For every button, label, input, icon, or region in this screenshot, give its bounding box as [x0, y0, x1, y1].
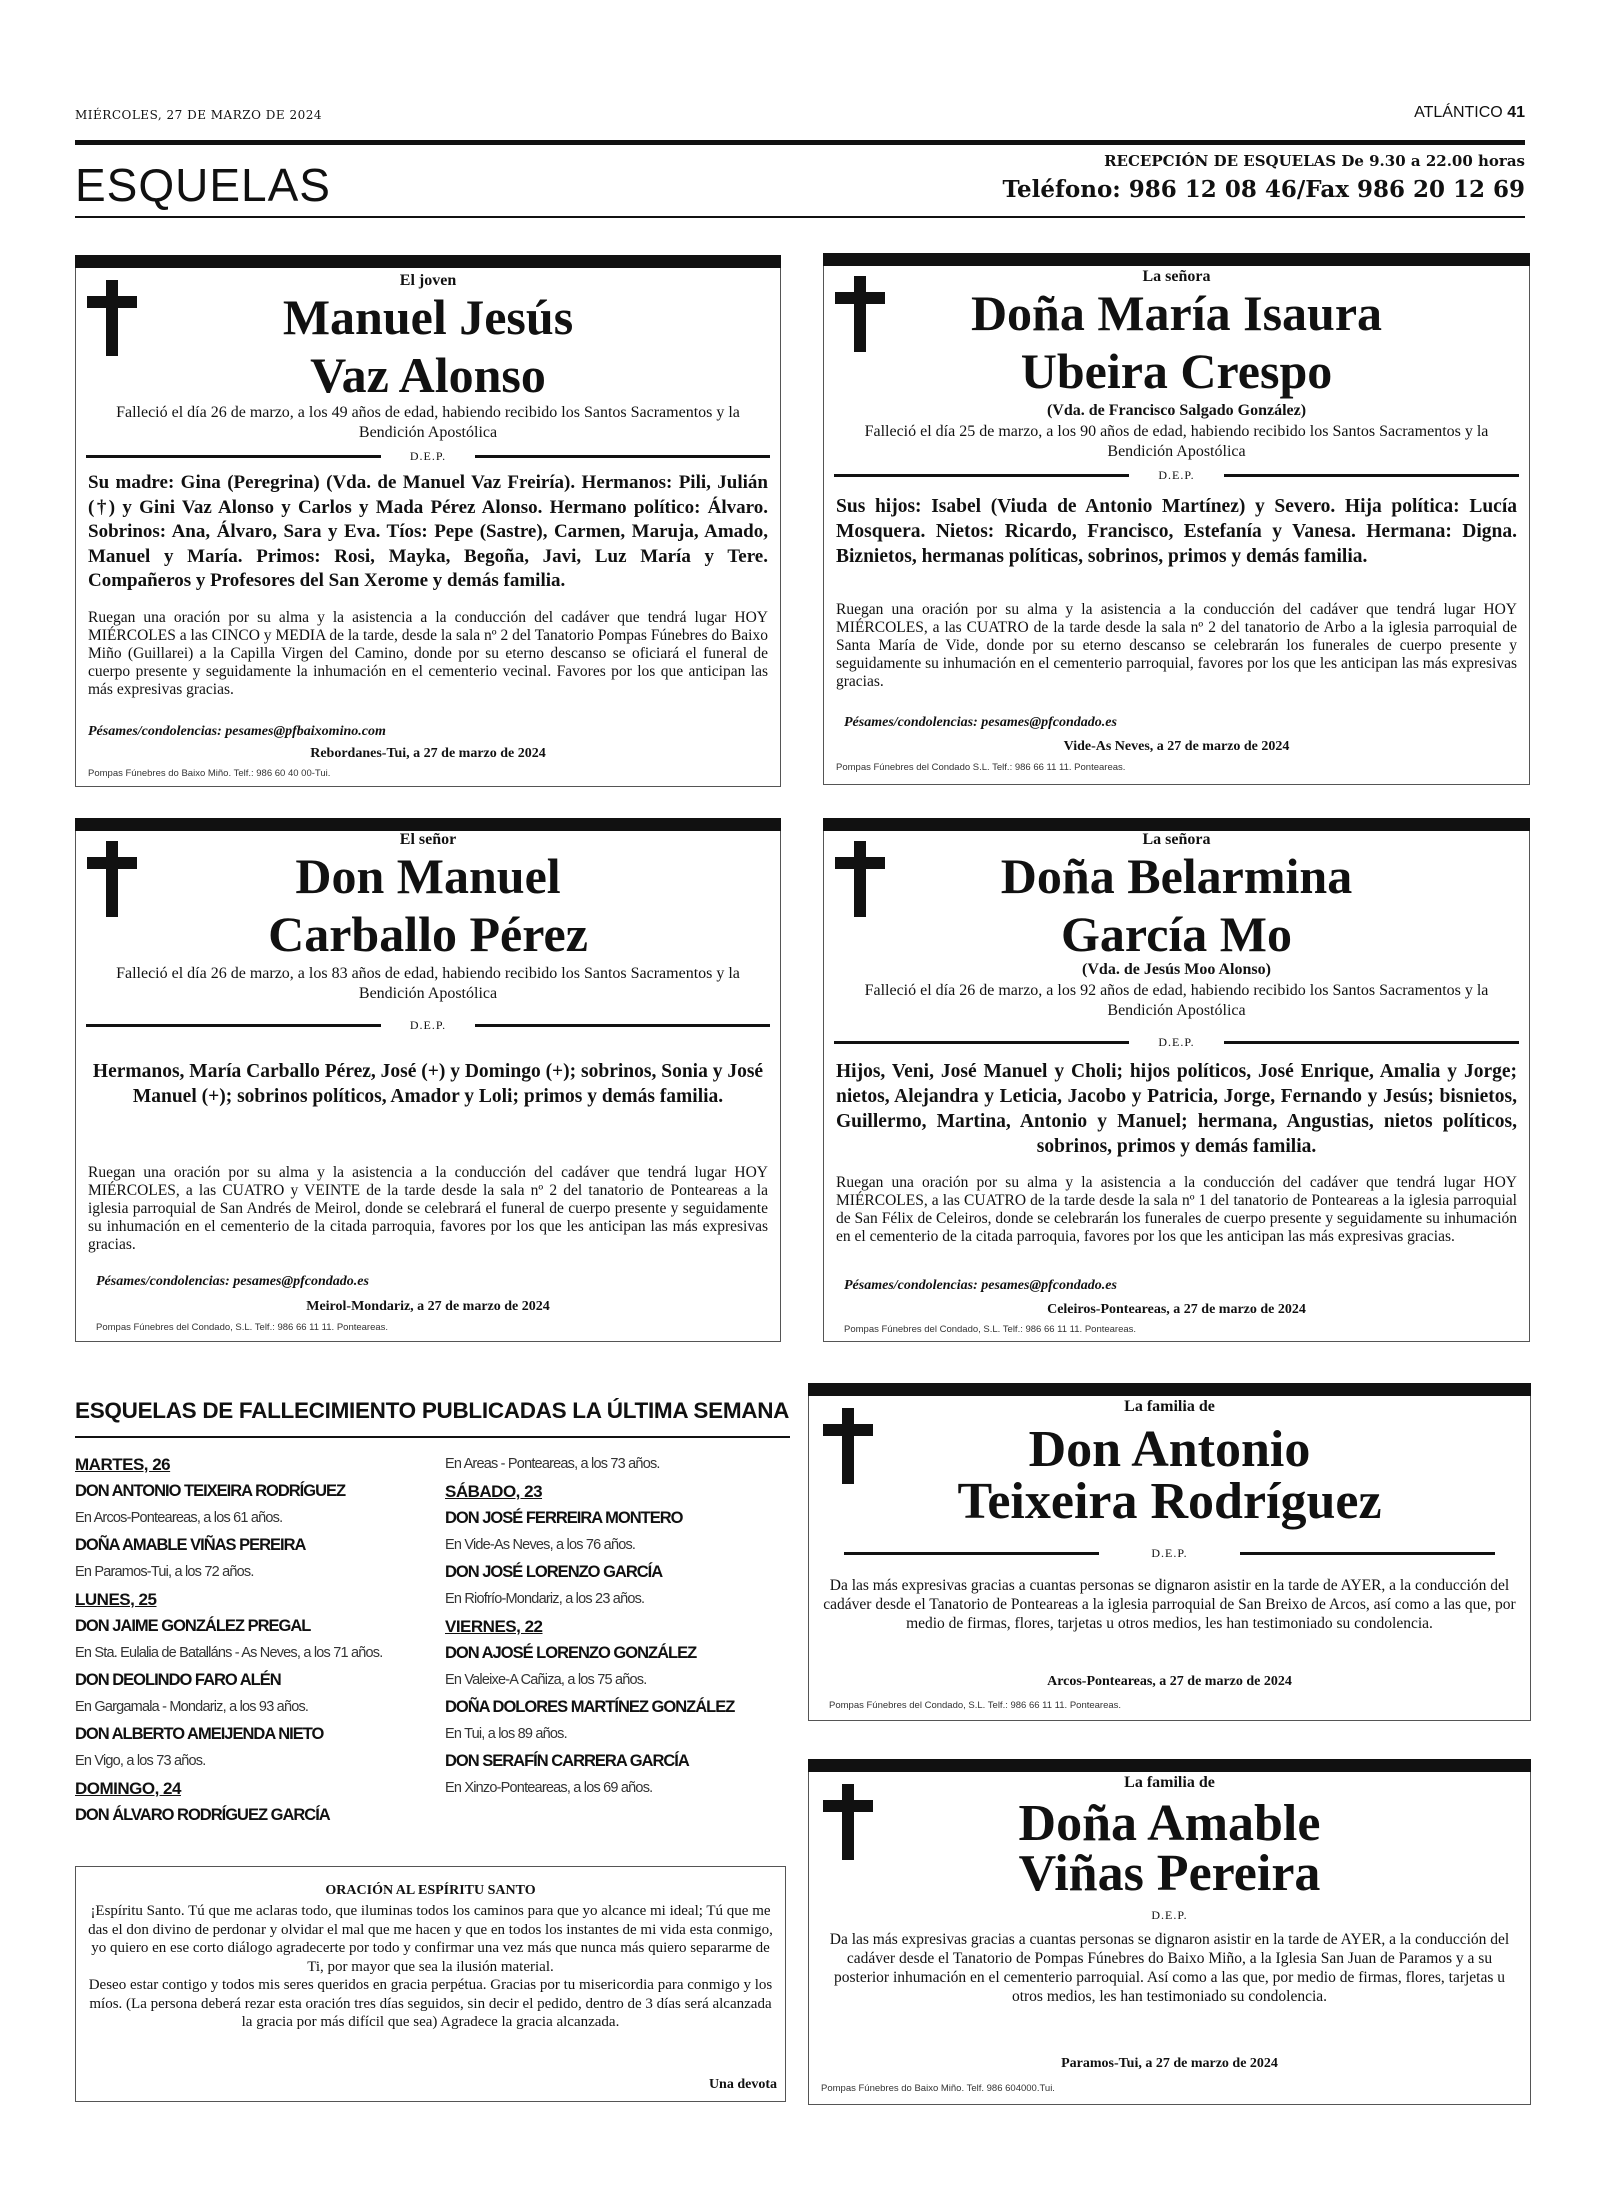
week-location: En Vide-As Neves, a los 76 años. [445, 1537, 636, 1553]
rip-label: D.E.P. [409, 1018, 447, 1032]
paper-title: ATLÁNTICO [1414, 104, 1503, 121]
notice-top-bar [75, 818, 781, 831]
rip-label: D.E.P. [1151, 1908, 1188, 1922]
deceased-name-line1: Doña María Isaura [970, 285, 1383, 341]
death-info: Falleció el día 26 de marzo, a los 83 años de edad, habiendo recibido los Santos Sacramentos y la Bendición Apostólica [116, 965, 740, 1002]
funeral-home: Pompas Fúnebres del Condado, S.L. Telf.: 986 66 11 11. Ponteareas. [829, 1700, 1122, 1711]
funeral-home: Pompas Fúnebres del Condado S.L. Telf.: 986 66 11 11. Ponteareas. [836, 762, 1126, 773]
condolences-email: Pésames/condolencias: pesames@pfcondado.es [844, 715, 1117, 730]
week-location: En Riofrío-Mondariz, a los 23 años. [445, 1591, 645, 1607]
prayer-box [75, 1866, 786, 2102]
funeral-home: Pompas Fúnebres do Baixo Miño. Telf. 986 604000.Tui. [821, 2083, 1055, 2094]
week-column-1 [75, 1451, 415, 1829]
prayer-title: ORACIÓN AL ESPÍRITU SANTO [325, 1883, 536, 1898]
week-location: En Valeixe-A Cañiza, a los 75 años. [445, 1672, 647, 1688]
week-day-heading: LUNES, 25 [75, 1590, 157, 1609]
deceased-name-line2: García Mo [1061, 906, 1292, 962]
obituary-notice [75, 255, 781, 787]
week-deceased-name: DON ALBERTO AMEIJENDA NIETO [75, 1725, 324, 1743]
thanks-notice [808, 1759, 1531, 2105]
funeral-home: Pompas Fúnebres del Condado, S.L. Telf.: 986 66 11 11. Ponteareas. [96, 1322, 389, 1333]
week-location: En Xinzo-Ponteareas, a los 69 años. [445, 1780, 653, 1796]
rip-label: D.E.P. [1158, 1035, 1195, 1049]
week-day-heading: DOMINGO, 24 [75, 1779, 181, 1798]
week-deceased-name: DON SERAFÍN CARRERA GARCÍA [445, 1752, 689, 1770]
thanks-notice [808, 1383, 1531, 1721]
week-location: En Areas - Ponteareas, a los 73 años. [445, 1456, 660, 1472]
family-list: Sus hijos: Isabel (Viuda de Antonio Martínez) y Severo. Hija política: Lucía Mosquera. Nietos: Ricardo, Francisco, Estefanía y Vanesa. Hermana: Digna. Biznietos, hermanas políticas, sobrinos, primos y demás familia. [836, 496, 1517, 567]
notice-intro: La señora [1142, 831, 1211, 848]
week-column-2 [445, 1451, 790, 1802]
prayer-text [88, 1902, 773, 2032]
week-deceased-name: DON ÁLVARO RODRÍGUEZ GARCÍA [75, 1806, 330, 1824]
funeral-details: Ruegan una oración por su alma y la asistencia a la conducción del cadáver que tendrá lugar HOY MIÉRCOLES, a las CUATRO de la tarde desde la sala nº 1 del tanatorio de Ponteareas a la iglesia parroquial de San Félix de Celeiros, donde se celebrarán los funerales de cuerpo presente y seguidamente su inhumación en el cementerio de la citada parroquia, favores por los que les anticipan las más expresivas gracias. [836, 1174, 1517, 1245]
week-day-heading: SÁBADO, 23 [445, 1482, 543, 1501]
deceased-name-line2: Carballo Pérez [268, 906, 588, 962]
place-date: Celeiros-Ponteareas, a 27 de marzo de 2024 [1047, 1302, 1306, 1317]
page-number: 41 [1507, 104, 1525, 121]
prayer-signature: Una devota [708, 2077, 777, 2092]
obituary-notice [823, 253, 1530, 785]
week-deceased-name: DON JOSÉ FERREIRA MONTERO [445, 1509, 683, 1527]
notice-intro: La familia de [1124, 1398, 1215, 1415]
header-rule [75, 140, 1525, 145]
week-deceased-name: DON DEOLINDO FARO ALÉN [75, 1671, 281, 1689]
family-list: Hermanos, María Carballo Pérez, José (+) y Domingo (+); sobrinos, Sonia y José Manuel (+); sobrinos políticos, Amador y Loli; primos y demás familia. [92, 1061, 764, 1107]
funeral-details: Ruegan una oración por su alma y la asistencia a la conducción del cadáver que tendrá lugar HOY MIÉRCOLES a las CINCO y MEDIA de la tarde, desde la sala nº 2 del Tanatorio Pompas Fúnebres do Baixo Miño (Guillarei) a la Capilla Virgen del Camino, donde por su eterno descanso se oficiará el funeral de cuerpo presente y seguidamente la inhumación en el cementerio vecinal. Favores por los que anticipan las más expresivas gracias. [88, 609, 768, 698]
deceased-name-line2: Vaz Alonso [310, 347, 546, 403]
rip-label: D.E.P. [1158, 468, 1195, 482]
obituary-notice [823, 818, 1530, 1342]
widow-of: (Vda. de Jesús Moo Alonso) [1082, 961, 1271, 978]
week-day-heading: MARTES, 26 [75, 1455, 171, 1474]
week-deceased-name: DON JOSÉ LORENZO GARCÍA [445, 1563, 663, 1581]
contact-phone: Teléfono: 986 12 08 46/Fax 986 20 12 69 [1002, 176, 1525, 203]
funeral-home: Pompas Fúnebres del Condado, S.L. Telf.: 986 66 11 11. Ponteareas. [844, 1324, 1137, 1335]
place-date: Vide-As Neves, a 27 de marzo de 2024 [1063, 739, 1290, 754]
week-location: En Tui, a los 89 años. [445, 1726, 567, 1742]
week-deceased-name: DOÑA DOLORES MARTÍNEZ GONZÁLEZ [445, 1698, 735, 1716]
notice-intro: La familia de [1124, 1774, 1215, 1791]
obituary-notice [75, 818, 781, 1342]
week-deceased-name: DON ANTONIO TEIXEIRA RODRÍGUEZ [75, 1482, 346, 1500]
week-day-heading: VIERNES, 22 [445, 1617, 543, 1636]
deceased-name-line2: Teixeira Rodríguez [957, 1473, 1382, 1530]
issue-date: MIÉRCOLES, 27 DE MARZO DE 2024 [75, 108, 322, 122]
reception-hours: RECEPCIÓN DE ESQUELAS De 9.30 a 22.00 horas [1104, 152, 1525, 170]
week-location: En Gargamala - Mondariz, a los 93 años. [75, 1699, 309, 1715]
deceased-name-line1: Manuel Jesús [282, 289, 574, 345]
week-location: En Arcos-Ponteareas, a los 61 años. [75, 1510, 283, 1526]
week-location: En Vigo, a los 73 años. [75, 1753, 206, 1769]
death-info: Falleció el día 26 de marzo, a los 92 años de edad, habiendo recibido los Santos Sacramentos y la Bendición Apostólica [864, 982, 1489, 1019]
thanks-text: Da las más expresivas gracias a cuantas personas se dignaron asistir en la tarde de AYER, a la conducción del cadáver desde el Tanatorio de Pompas Fúnebres do Baixo Miño, a la Iglesia San Juan de Paramos y a su posterior inhumación en el cementerio parroquial. Así como a las que, por medio de firmas, flores, tarjetas u otros medios, les han testimoniado su condolencia. [829, 1931, 1510, 2005]
prayer-paragraph: Deseo estar contigo y todos mis seres queridos en gracia perpétua. Gracias por tu misericordia para conmigo y los míos. (La persona deberá rezar esta oración tres días seguidos, sin decir el pedido, dentro de 3 días será alcanzada la gracia por más difícil que sea) Agradece la gracia alcanzada. [88, 1977, 773, 2030]
funeral-home: Pompas Fúnebres do Baixo Miño. Telf.: 986 60 40 00-Tui. [88, 768, 331, 779]
condolences-email: Pésames/condolencias: pesames@pfbaixomino.com [88, 724, 386, 739]
deceased-name-line1: Doña Belarmina [1000, 848, 1353, 904]
paper-name [1414, 104, 1525, 122]
notice-top-bar [823, 818, 1530, 831]
deceased-name-line1: Don Antonio [1028, 1421, 1311, 1478]
place-date: Paramos-Tui, a 27 de marzo de 2024 [1061, 2056, 1278, 2071]
family-list: Su madre: Gina (Peregrina) (Vda. de Manuel Vaz Freiría). Hermanos: Pili, Julián (†) y Gini Vaz Alonso y Carlos y Mada Pérez Alonso. Hermano político: Álvaro. Sobrinos: Ana, Álvaro, Sara y Eva. Tíos: Pepe (Sastre), Carmen, Maruja, Amado, Manuel y María. Primos: Rosi, Mayka, Begoña, Javi, Luz María y Tere. Compañeros y Profesores del San Xerome y demás familia. [88, 472, 768, 591]
notice-top-bar [808, 1759, 1531, 1772]
place-date: Rebordanes-Tui, a 27 de marzo de 2024 [310, 746, 546, 761]
death-info: Falleció el día 25 de marzo, a los 90 años de edad, habiendo recibido los Santos Sacramentos y la Bendición Apostólica [864, 423, 1489, 460]
prayer-paragraph: ¡Espíritu Santo. Tú que me aclaras todo, que iluminas todos los caminos para que yo alcance mi ideal; Tú que me das el don divino de perdonar y olvidar el mal que me hacen y que en todos los instantes de mi vida esta conmigo, yo quiero en ese corto diálogo agradecerte por todo y confirmar una vez más que nunca más quiero separarme de Ti, por mayor que sea la ilusión material. [88, 1903, 773, 1975]
widow-of: (Vda. de Francisco Salgado González) [1046, 402, 1307, 419]
place-date: Arcos-Ponteareas, a 27 de marzo de 2024 [1047, 1674, 1292, 1689]
notice-top-bar [808, 1383, 1531, 1396]
header-rule-bottom [75, 216, 1525, 218]
week-location: En Sta. Eulalia de Batalláns - As Neves, a los 71 años. [75, 1645, 383, 1661]
thanks-text: Da las más expresivas gracias a cuantas personas se dignaron asistir en la tarde de AYER, a la conducción del cadáver desde el Tanatorio de Ponteareas a la iglesia parroquial de San Breixo de Arcos, así como a las que, por medio de firmas, flores, tarjetas u otros medios, les han testimoniado su condolencia. [823, 1577, 1516, 1632]
family-list: Hijos, Veni, José Manuel y Choli; hijos políticos, José Enrique, Amalia y Jorge; nietos, Alejandra y Leticia, Jacobo y Patricia, Jorge, Fernando y Jesús; bisnietos, Guillermo, Martina, Antonio y Manuel; hermana, Angustias, nietos políticos, sobrinos, primos y demás familia. [836, 1061, 1517, 1157]
deceased-name-line2: Viñas Pereira [1018, 1845, 1321, 1902]
section-title: ESQUELAS [75, 159, 331, 211]
rip-label: D.E.P. [409, 449, 447, 463]
notice-intro: La señora [1142, 268, 1211, 285]
funeral-details: Ruegan una oración por su alma y la asistencia a la conducción del cadáver que tendrá lugar HOY MIÉRCOLES, a las CUATRO y VEINTE de la tarde desde la sala nº 2 del tanatorio de Ponteareas a la iglesia parroquial de San Andrés de Meirol, donde se celebrará el funeral de cuerpo presente y seguidamente su inhumación en el cementerio de la citada parroquia, favores por los que les anticipan las más expresivas gracias. [88, 1164, 768, 1253]
condolences-email: Pésames/condolencias: pesames@pfcondado.es [844, 1278, 1117, 1293]
deceased-name-line1: Don Manuel [295, 848, 561, 904]
week-rule [75, 1436, 790, 1438]
week-deceased-name: DOÑA AMABLE VIÑAS PEREIRA [75, 1536, 306, 1554]
place-date: Meirol-Mondariz, a 27 de marzo de 2024 [306, 1299, 550, 1314]
week-deceased-name: DON AJOSÉ LORENZO GONZÁLEZ [445, 1644, 697, 1662]
notice-top-bar [823, 253, 1530, 266]
notice-intro: El señor [399, 831, 457, 848]
notice-top-bar [75, 255, 781, 268]
week-section-title: ESQUELAS DE FALLECIMIENTO PUBLICADAS LA ÚLTIMA SEMANA [75, 1398, 790, 1423]
death-info: Falleció el día 26 de marzo, a los 49 años de edad, habiendo recibido los Santos Sacramentos y la Bendición Apostólica [116, 404, 740, 441]
condolences-email: Pésames/condolencias: pesames@pfcondado.es [96, 1274, 369, 1289]
week-deceased-name: DON JAIME GONZÁLEZ PREGAL [75, 1617, 311, 1635]
week-location: En Paramos-Tui, a los 72 años. [75, 1564, 254, 1580]
rip-label: D.E.P. [1151, 1546, 1188, 1560]
deceased-name-line2: Ubeira Crespo [1020, 343, 1333, 399]
notice-intro: El joven [399, 272, 457, 289]
funeral-details: Ruegan una oración por su alma y la asistencia a la conducción del cadáver que tendrá lugar HOY MIÉRCOLES, a las CUATRO de la tarde desde la sala nº 2 del tanatorio de Arbo a la iglesia parroquial de Santa María de Vide, donde por su eterno descanso se celebrarán los funerales de cuerpo presente y seguidamente su inhumación en el cementerio parroquial, favores por los que les anticipan las más expresivas gracias. [836, 601, 1517, 690]
deceased-name-line1: Doña Amable [1018, 1795, 1321, 1852]
